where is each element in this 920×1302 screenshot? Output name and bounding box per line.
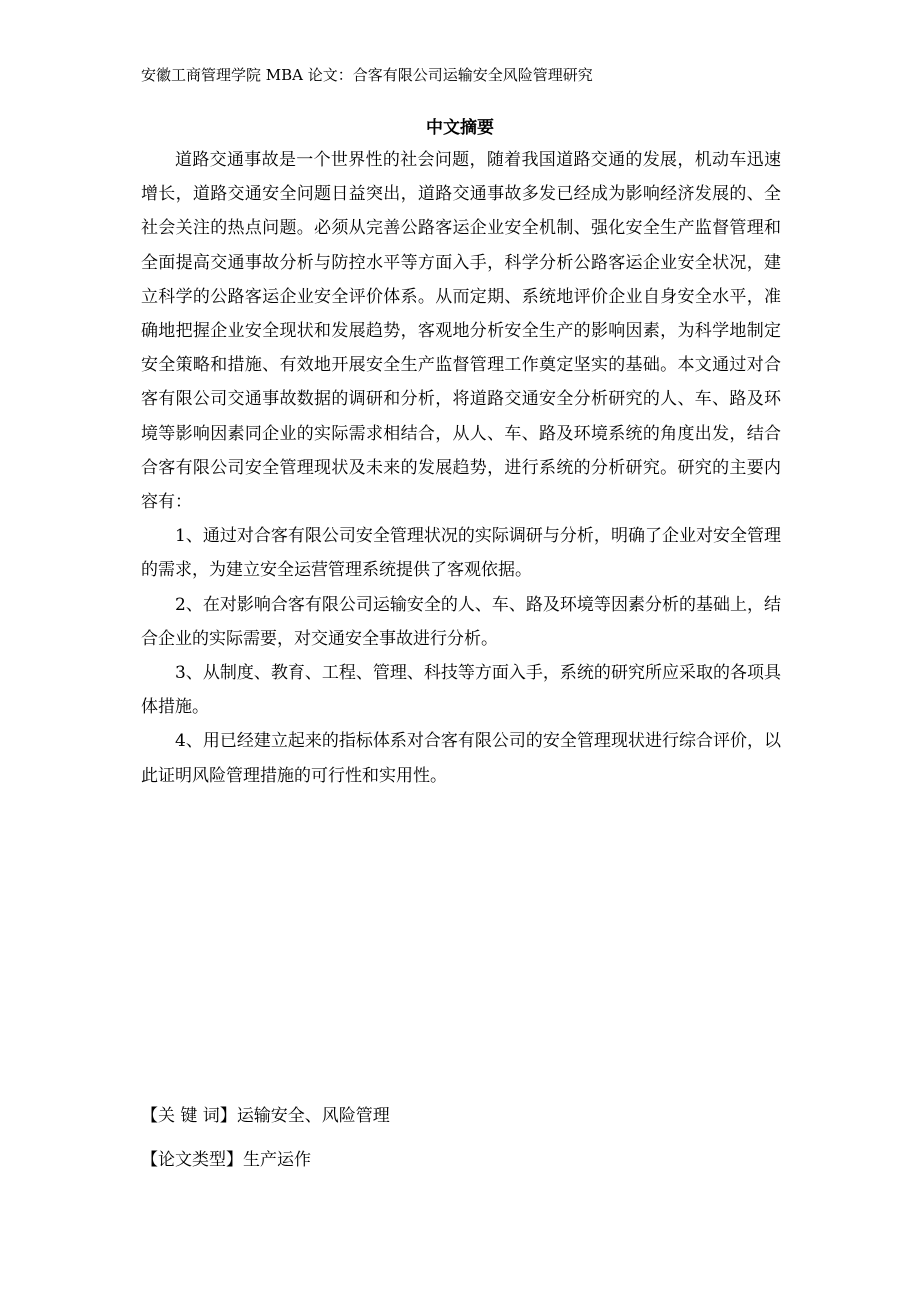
running-header: 安徽工商管理学院 MBA 论文：合客有限公司运输安全风险管理研究 <box>141 66 593 84</box>
keywords-line <box>141 1103 390 1129</box>
paper-type-line <box>141 1147 311 1173</box>
paper-type-label: 【论文类型】 <box>141 1150 243 1170</box>
abstract-title: 中文摘要 <box>426 118 494 138</box>
abstract-paragraph-item-2: 2、在对影响合客有限公司运输安全的人、车、路及环境等因素分析的基础上，结合企业的实际需要，对交通安全事故进行分析。 <box>141 594 781 649</box>
abstract-paragraph-item-3: 3、从制度、教育、工程、管理、科技等方面入手，系统的研究所应采取的各项具体措施。 <box>141 663 781 718</box>
keywords-value: 运输安全、风险管理 <box>236 1106 390 1126</box>
paper-type-value: 生产运作 <box>243 1150 311 1170</box>
abstract-paragraph-intro: 道路交通事故是一个世界性的社会问题，随着我国道路交通的发展，机动车迅速增长，道路交通安全问题日益突出，道路交通事故多发已经成为影响经济发展的、全社会关注的热点问题。必须从完善公路客运企业安全机制、强化安全生产监督管理和全面提高交通事故分析与防控水平等方面入手，科学分析公路客运企业安全状况，建立科学的公路客运企业安全评价体系。从而定期、系统地评价企业自身安全水平，准确地把握企业安全现状和发展趋势，客观地分析安全生产的影响因素，为科学地制定安全策略和措施、有效地开展安全生产监督管理工作奠定坚实的基础。本文通过对合客有限公司交通事故数据的调研和分析，将道路交通安全分析研究的人、车、路及环境等影响因素同企业的实际需求相结合，从人、车、路及环境系统的角度出发，结合合客有限公司安全管理现状及未来的发展趋势，进行系统的分析研究。研究的主要内容有： <box>141 150 781 513</box>
abstract-paragraph-item-4: 4、用已经建立起来的指标体系对合客有限公司的安全管理现状进行综合评价，以此证明风险管理措施的可行性和实用性。 <box>141 731 781 786</box>
abstract-body <box>141 143 781 793</box>
keywords-label: 【关 键 词】 <box>141 1106 237 1126</box>
abstract-paragraph-item-1: 1、通过对合客有限公司安全管理状况的实际调研与分析，明确了企业对安全管理的需求，为建立安全运营管理系统提供了客观依据。 <box>141 526 781 581</box>
